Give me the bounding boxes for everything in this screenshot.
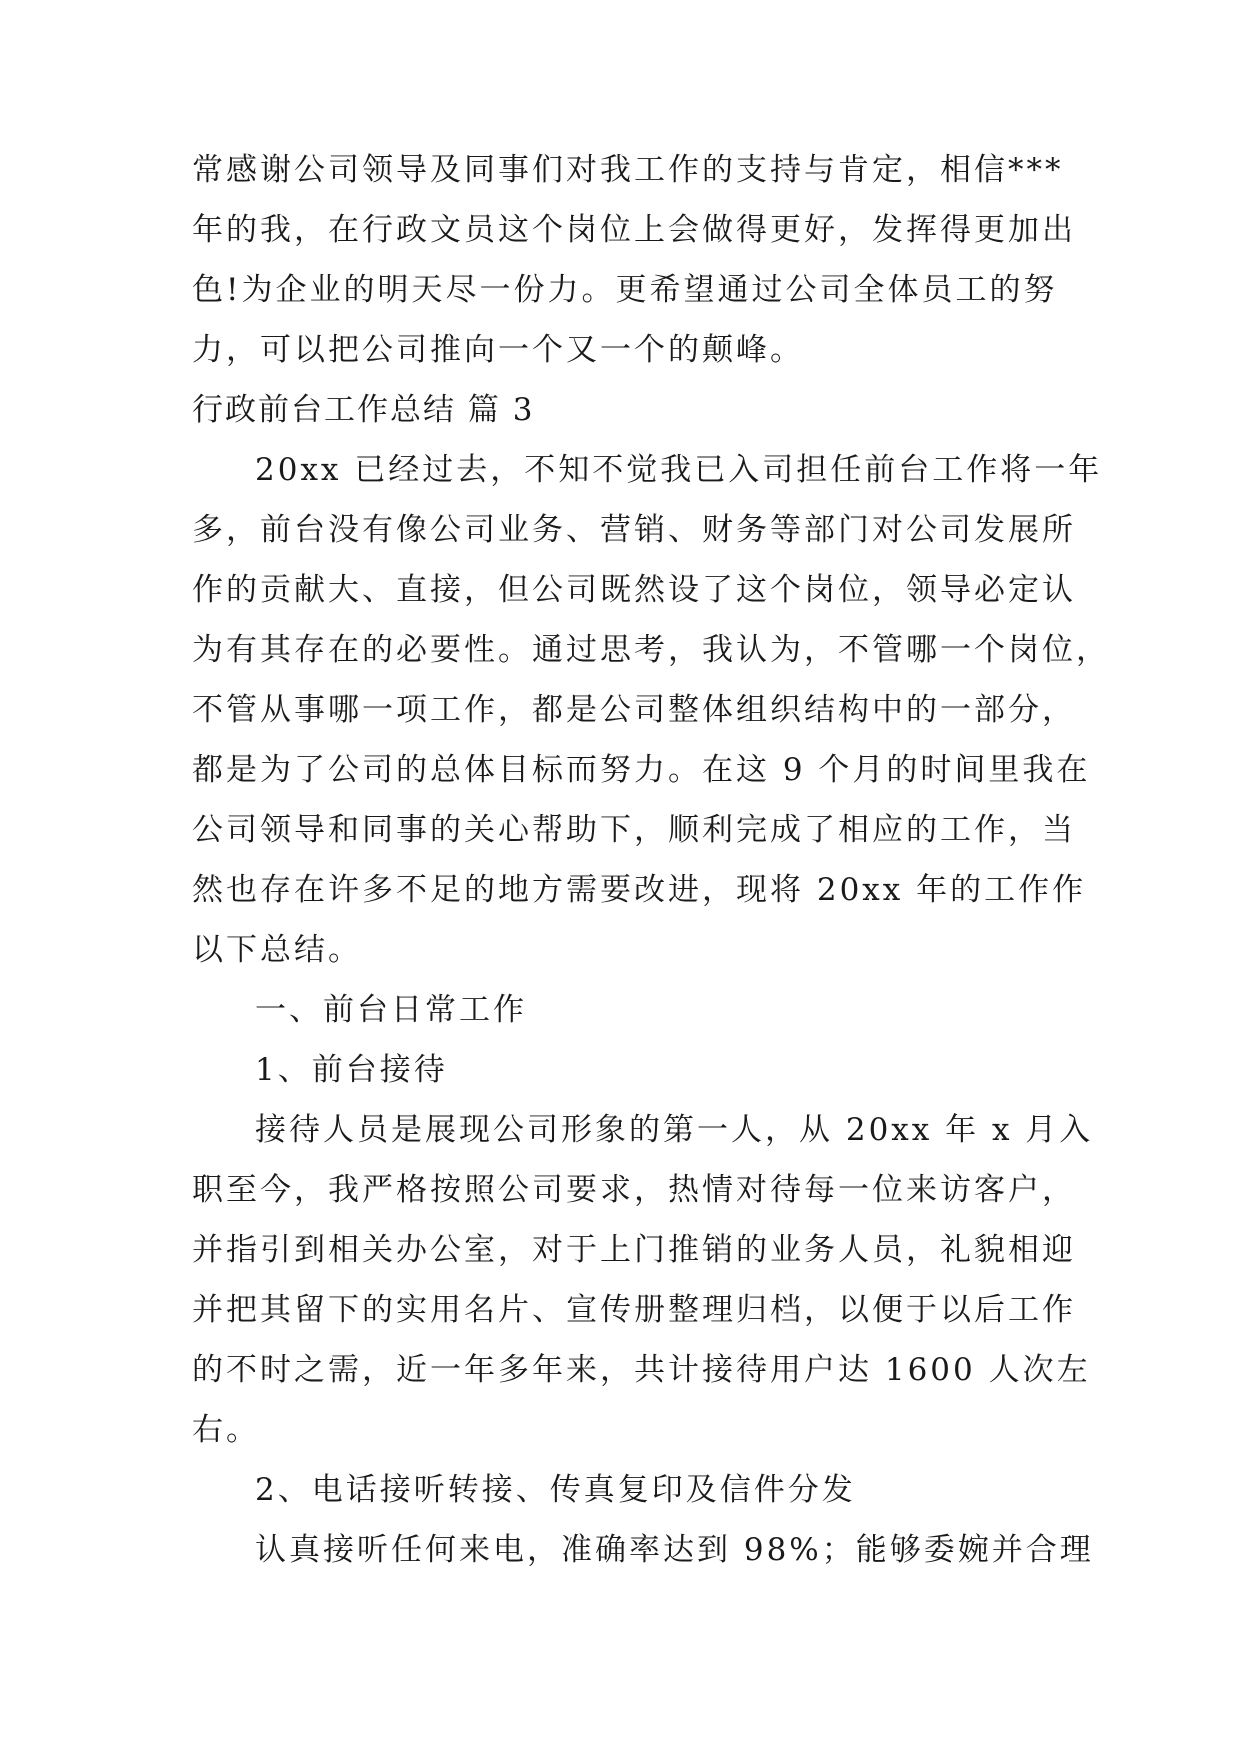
paragraph-line: 公司领导和同事的关心帮助下，顺利完成了相应的工作，当 [192, 812, 1076, 848]
paragraph-line: 常感谢公司领导及同事们对我工作的支持与肯定，相信*** [192, 152, 1064, 188]
paragraph-line: 不管从事哪一项工作，都是公司整体组织结构中的一部分， [192, 692, 1076, 728]
paragraph-line: 的不时之需，近一年多年来，共计接待用户达 1600 人次左 [192, 1352, 1091, 1388]
item-heading: 2、电话接听转接、传真复印及信件分发 [255, 1472, 856, 1508]
section-heading: 行政前台工作总结 篇 3 [192, 392, 535, 428]
item-heading: 1、前台接待 [255, 1052, 448, 1088]
paragraph-line: 都是为了公司的总体目标而努力。在这 9 个月的时间里我在 [192, 752, 1091, 788]
subsection-heading: 一、前台日常工作 [255, 992, 527, 1028]
paragraph-line: 为有其存在的必要性。通过思考，我认为，不管哪一个岗位， [192, 632, 1110, 668]
paragraph-line: 20xx 已经过去，不知不觉我已入司担任前台工作将一年 [255, 452, 1103, 488]
paragraph-line: 职至今，我严格按照公司要求，热情对待每一位来访客户， [192, 1172, 1076, 1208]
paragraph-line: 并把其留下的实用名片、宣传册整理归档，以便于以后工作 [192, 1292, 1076, 1328]
paragraph-line: 多，前台没有像公司业务、营销、财务等部门对公司发展所 [192, 512, 1076, 548]
paragraph-line: 认真接听任何来电，准确率达到 98%；能够委婉并合理 [255, 1532, 1094, 1568]
paragraph-line: 作的贡献大、直接，但公司既然设了这个岗位，领导必定认 [192, 572, 1076, 608]
paragraph-line: 并指引到相关办公室，对于上门推销的业务人员，礼貌相迎 [192, 1232, 1076, 1268]
paragraph-line: 色!为企业的明天尽一份力。更希望通过公司全体员工的努 [192, 272, 1058, 308]
paragraph-line: 接待人员是展现公司形象的第一人，从 20xx 年 x 月入 [255, 1112, 1094, 1148]
paragraph-line: 年的我，在行政文员这个岗位上会做得更好，发挥得更加出 [192, 212, 1076, 248]
paragraph-line: 然也存在许多不足的地方需要改进，现将 20xx 年的工作作 [192, 872, 1087, 908]
paragraph-line: 以下总结。 [192, 932, 362, 968]
paragraph-line: 力，可以把公司推向一个又一个的颠峰。 [192, 332, 804, 368]
paragraph-line: 右。 [192, 1412, 260, 1448]
